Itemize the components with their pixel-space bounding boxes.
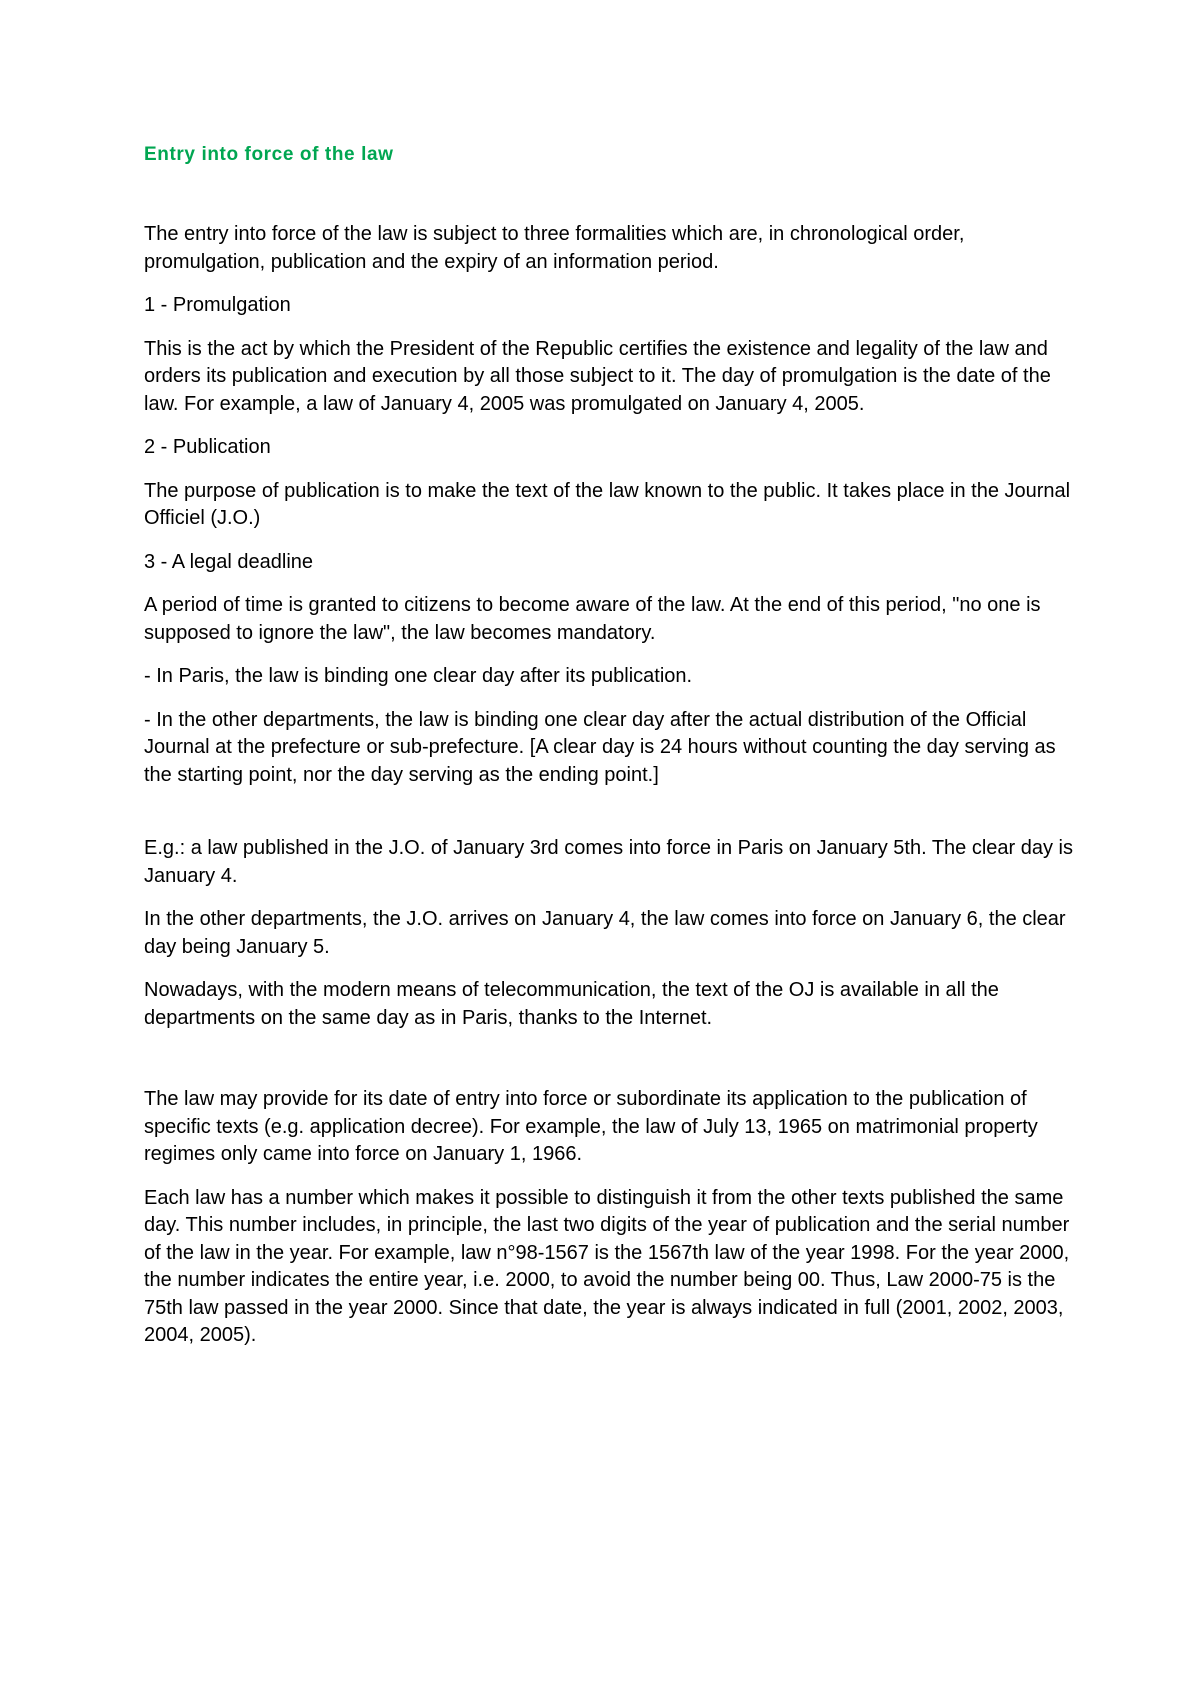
section-body-publication: The purpose of publication is to make the text of the law known to the public. It takes place in the Journal Officiel (J.O.) — [144, 479, 1071, 529]
intro-paragraph: The entry into force of the law is subject to three formalities which are, in chronological order, promulgation, publication and the expiry of an information period. — [144, 223, 965, 273]
section-heading-publication: 2 - Publication — [144, 436, 271, 458]
document-content — [144, 142, 1074, 1366]
example-departments-paragraph: In the other departments, the J.O. arrives on January 4, the law comes into force on January 6, the clear day being January 5. — [144, 908, 1066, 958]
example-paris-paragraph: E.g.: a law published in the J.O. of January 3rd comes into force in Paris on January 5th. The clear day is January 4. — [144, 837, 1074, 887]
paris-rule-paragraph: - In Paris, the law is binding one clear day after its publication. — [144, 665, 693, 687]
departments-rule-paragraph: - In the other departments, the law is binding one clear day after the actual distribution of the Official Journal at the prefecture or sub-prefecture. [A clear day is 24 hours without counting the day serving as the starting point, nor the day serving as the ending point.] — [144, 708, 1056, 786]
section-heading-promulgation: 1 - Promulgation — [144, 294, 291, 316]
section-heading-legal-deadline: 3 - A legal deadline — [144, 550, 314, 573]
spacer — [144, 1048, 1074, 1086]
numbering-paragraph: Each law has a number which makes it possible to distinguish it from the other texts published the same day. This number includes, in principle, the last two digits of the year of publication and the serial number of the law in the year. For example, law n°98-1567 is the 1567th law of the year 1998. For the year 2000, the number indicates the entire year, i.e. 2000, to avoid the number being 00. Thus, Law 2000-75 is the 75th law passed in the year 2000. Since that date, the year is always indicated in full (2001, 2002, 2003, 2004, 2005). — [144, 1186, 1070, 1346]
date-of-entry-paragraph: The law may provide for its date of entry into force or subordinate its application to the publication of specific texts (e.g. application decree). For example, the law of July 13, 1965 on matrimonial property regimes only came into force on January 1, 1966. — [144, 1088, 1038, 1165]
section-body-legal-deadline: A period of time is granted to citizens to become aware of the law. At the end of this period, "no one is supposed to ignore the law", the law becomes mandatory. — [144, 594, 1041, 644]
spacer — [144, 805, 1074, 835]
section-body-promulgation: This is the act by which the President of the Republic certifies the existence and legality of the law and orders its publication and execution by all those subject to it. The day of promulgation is the date of the law. For example, a law of January 4, 2005 was promulgated on January 4, 2005. — [144, 337, 1051, 415]
nowadays-paragraph: Nowadays, with the modern means of telecommunication, the text of the OJ is available in all the departments on the same day as in Paris, thanks to the Internet. — [144, 979, 999, 1029]
document-title: Entry into force of the law — [144, 144, 394, 165]
